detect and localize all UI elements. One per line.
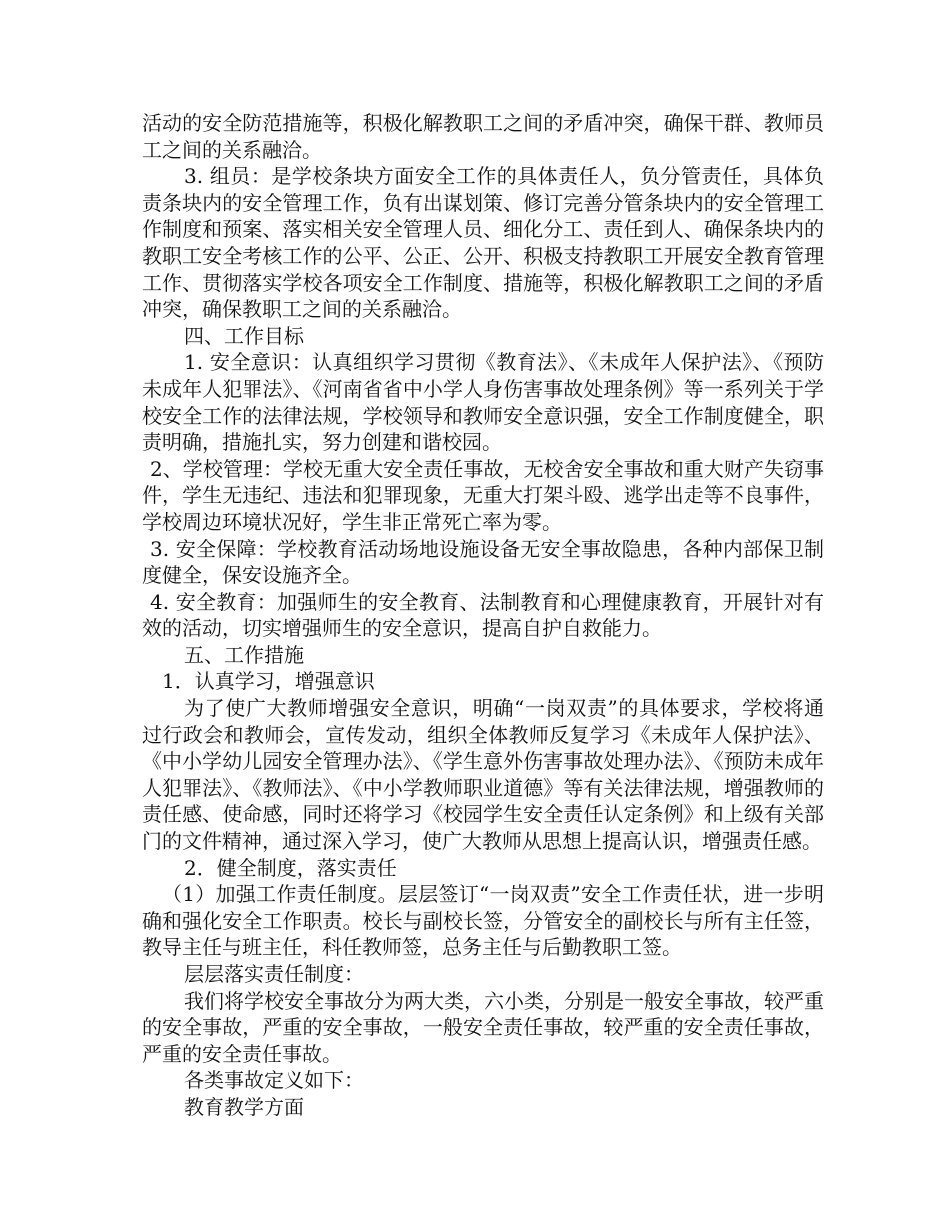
subheading-teaching: 教育教学方面	[184, 1094, 304, 1119]
paragraph-accident-classes: 我们将学校安全事故分为两大类，六小类，分别是一般安全事故，较严重的安全事故，严重的安全事故，一般安全责任事故，较严重的安全责任事故，严重的安全责任事故。	[142, 988, 824, 1066]
subheading-definitions: 各类事故定义如下：	[184, 1068, 364, 1093]
paragraph-school-management: 2、学校管理：学校无重大安全责任事故，无校舍安全事故和重大财产失窃事件，学生无违纪、违法和犯罪现象，无重大打架斗殴、逃学出走等不良事件，学校周边环境状况好，学生非正常死亡率为零。	[142, 456, 824, 534]
subheading-layered: 层层落实责任制度：	[184, 962, 364, 986]
section-heading-measures: 五、工作措施	[184, 642, 304, 667]
paragraph-continuation: 活动的安全防范措施等，积极化解教职工之间的矛盾冲突，确保干群、教师员工之间的关系融洽。	[142, 111, 824, 162]
paragraph-study: 为了使广大教师增强安全意识，明确“一岗双责”的具体要求，学校将通过行政会和教师会，宣传发动，组织全体教师反复学习《未成年人保护法》、《中小学幼儿园安全管理办法》、《学生意外伤害事故处理办法》、《预防未成年人犯罪法》、《教师法》、《中小学教师职业道德》等有关法律法规，增强教师的责任感、使命感，同时还将学习《校园学生安全责任认定条例》和上级有关部门的文件精神，通过深入学习，使广大教师从思想上提高认识，增强责任感。	[142, 696, 824, 854]
subheading-study: 1．认真学习，增强意识	[162, 669, 375, 694]
section-heading-goals: 四、工作目标	[184, 323, 304, 348]
paragraph-members: 3. 组员：是学校条块方面安全工作的具体责任人，负分管责任，具体负责条块内的安全管理工作，负有出谋划策、修订完善分管条块内的安全管理工作制度和预案、落实相关安全管理人员、细化分工、责任到人、确保条块内的教职工安全考核工作的公平、公正、公开、积极支持教职工开展安全教育管理工作、贯彻落实学校各项安全工作制度、措施等，积极化解教职工之间的矛盾冲突，确保教职工之间的关系融洽。	[142, 164, 824, 322]
subheading-system: 2．健全制度，落实责任	[184, 855, 397, 880]
paragraph-responsibility-system: （1）加强工作责任制度。层层签订“一岗双责”安全工作责任状，进一步明确和强化安全工作职责。校长与副校长签，分管安全的副校长与所有主任签，教导主任与班主任，科任教师签，总务主任与后勤教职工签。	[142, 882, 824, 960]
paragraph-safety-education: 4. 安全教育：加强师生的安全教育、法制教育和心理健康教育，开展针对有效的活动，切实增强师生的安全意识，提高自护自救能力。	[142, 589, 824, 641]
document-body	[142, 110, 824, 1121]
paragraph-safety-guarantee: 3. 安全保障：学校教育活动场地设施设备无安全事故隐患，各种内部保卫制度健全，保安设施齐全。	[142, 536, 824, 588]
paragraph-safety-awareness: 1. 安全意识：认真组织学习贯彻《教育法》、《未成年人保护法》、《预防未成年人犯罪法》、《河南省省中小学人身伤害事故处理条例》等一系列关于学校安全工作的法律法规，学校领导和教师安全意识强，安全工作制度健全，职责明确，措施扎实，努力创建和谐校园。	[142, 350, 824, 455]
